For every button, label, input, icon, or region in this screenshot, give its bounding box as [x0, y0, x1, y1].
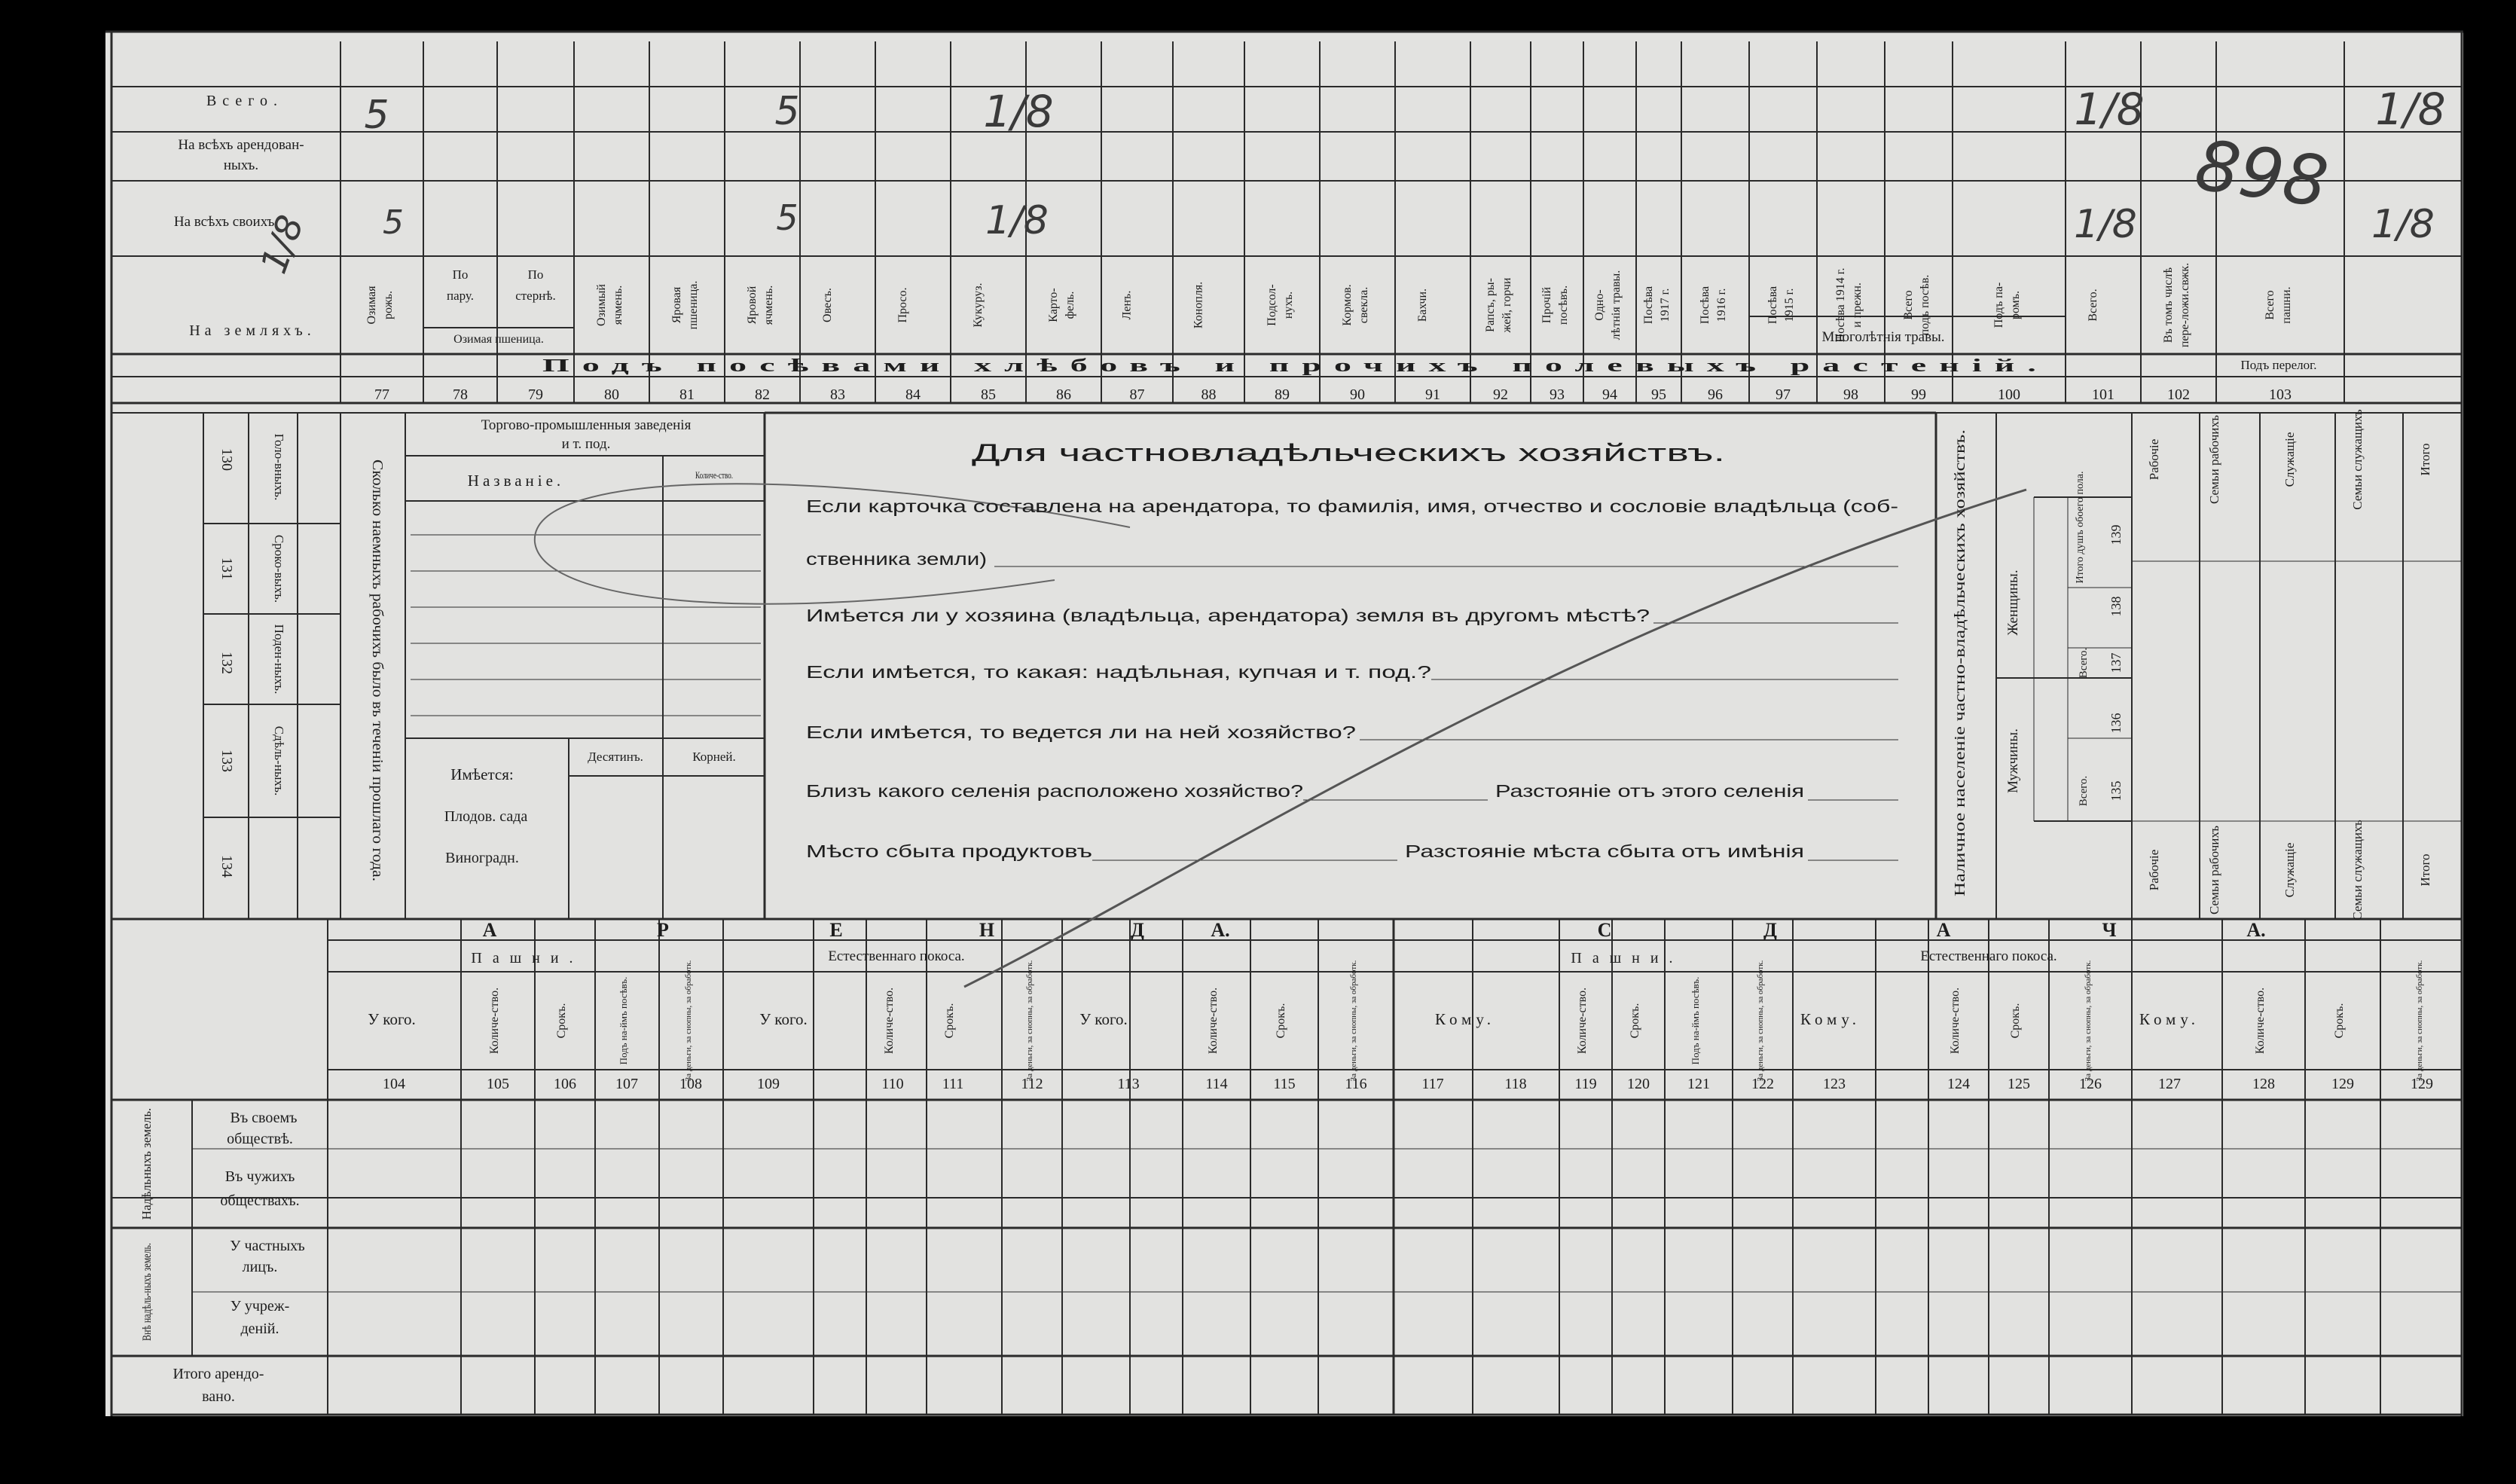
crop-col-head: Карто-	[1047, 288, 1060, 322]
private-question: Разстояніе мѣста сбыта отъ имѣнія	[1405, 841, 1804, 861]
crop-col-number: 79	[528, 386, 543, 403]
hand-vsego-82: 5	[774, 89, 800, 134]
worker-col-number: 132	[218, 652, 235, 674]
lease-col-number: 129	[2411, 1076, 2433, 1092]
hand-svoih-99: 1/8	[2074, 202, 2137, 247]
private-question: Близъ какого селенія расположено хозяйство?	[806, 781, 1303, 801]
crop-col-number: 99	[1911, 386, 1926, 403]
crop-col-head: Одно-	[1593, 289, 1606, 321]
crop-col-head: ячмень.	[612, 285, 624, 325]
crop-col-head: Конопля.	[1192, 281, 1205, 329]
pokos-label: Естественнаго покоса.	[1920, 948, 2057, 964]
crop-col-head: Яровой	[746, 286, 759, 325]
crop-col-head: Въ томъ числѣ	[2162, 267, 2175, 344]
ozimaya-pshenitsa-label: Озимая пшеница.	[453, 333, 544, 346]
svoem-label: обществѣ.	[227, 1131, 293, 1147]
lease-col-head: Подъ на-ймъ посѣвъ.	[618, 976, 629, 1065]
crop-col-head: посѣвъ.	[1557, 285, 1570, 325]
lease-col-number: 125	[2008, 1076, 2030, 1092]
worker-col-number: 131	[218, 557, 235, 580]
hand-svoih-77: 5	[383, 203, 404, 242]
korney-head: Корней.	[692, 750, 736, 764]
crop-col-number: 97	[1776, 386, 1791, 403]
workers-title: Сколько наемныхъ рабочихъ было въ теченіи прошлаго года.	[369, 460, 386, 850]
row-label-vsego: Всего.	[206, 93, 284, 109]
hand-margin: 1/8	[252, 209, 313, 279]
arenda-letter: Е	[829, 919, 843, 941]
lease-col-number: 117	[1421, 1076, 1444, 1092]
uchr-label: У учреж-	[230, 1298, 290, 1315]
mnogoletnie-label: Многолѣтнія травы.	[1821, 329, 1945, 345]
pop-vsego: Всего.	[2078, 775, 2090, 807]
crop-col-number: 87	[1129, 386, 1145, 403]
crop-col-head: фель.	[1064, 291, 1076, 319]
lease-col-head: Срокъ.	[2009, 1003, 2022, 1039]
crop-col-head: пару.	[447, 289, 474, 303]
sdacha-letter: С	[1597, 919, 1612, 941]
komu-head: Кому.	[1800, 1010, 1861, 1028]
pop-vsego: Всего.	[2078, 647, 2090, 679]
pashni-label: Пашни.	[471, 950, 584, 966]
pop-right-head: Семьи служащихъ	[2350, 409, 2365, 510]
lease-col-number: 109	[757, 1076, 780, 1092]
svoem-label: Въ своемъ	[230, 1110, 298, 1126]
hand-big-number: 898	[2190, 124, 2333, 224]
crop-col-number: 84	[905, 386, 921, 403]
lease-col-number: 107	[615, 1076, 638, 1092]
crop-col-number: 98	[1843, 386, 1858, 403]
chast-label: У частныхъ	[230, 1238, 305, 1254]
lease-col-number: 116	[1345, 1076, 1367, 1092]
crop-col-head: Озимый	[595, 284, 608, 326]
lease-col-number: 110	[881, 1076, 904, 1092]
crop-col-head: 1915 г.	[1783, 288, 1796, 322]
worker-col-number: 133	[218, 750, 235, 772]
crop-col-number: 80	[604, 386, 619, 403]
crop-col-head: По	[527, 267, 544, 282]
lease-col-head: Количе-ство.	[1207, 987, 1220, 1055]
crop-col-number: 92	[1493, 386, 1508, 403]
zhenshchiny-label: Женщины.	[2005, 569, 2021, 636]
crop-col-number: 101	[2092, 386, 2114, 403]
itogo-label: Итого арендо-	[173, 1366, 264, 1382]
private-question: Если карточка составлена на арендатора, то фамилія, имя, отчество и сословіе владѣльца (соб-	[806, 496, 1898, 516]
crop-col-number: 82	[755, 386, 770, 403]
komu-head: Кому.	[1435, 1010, 1495, 1028]
crop-col-head: подъ посѣв.	[1919, 274, 1931, 336]
lease-col-head: За деньги, за снопны, за обработк.	[1756, 960, 1765, 1082]
crop-col-head: По	[452, 267, 469, 282]
crop-col-number: 89	[1275, 386, 1290, 403]
pop-number: 139	[2108, 524, 2124, 545]
u-kogo-head: У кого.	[368, 1010, 416, 1028]
crop-col-head: Всего.	[2087, 289, 2099, 322]
lease-col-head: Срокъ.	[1275, 1003, 1287, 1039]
crop-col-head: пшеница.	[687, 280, 700, 330]
arenda-letter: Д	[1131, 919, 1144, 941]
lease-col-head: Подъ на-ймъ посѣвъ.	[1690, 976, 1701, 1065]
crop-col-head: Подсол-	[1266, 284, 1278, 326]
lease-col-number: 119	[1574, 1076, 1597, 1092]
lease-col-number: 121	[1687, 1076, 1710, 1092]
imeetsya-label: Имѣется:	[450, 765, 514, 783]
private-question: Мѣсто сбыта продуктовъ	[806, 841, 1092, 861]
crop-col-head: Посѣва	[1699, 286, 1711, 325]
row-label-arend: ныхъ.	[223, 157, 259, 173]
trade-title: Торгово-промышленныя заведенія	[481, 417, 692, 433]
crop-col-number: 81	[679, 386, 695, 403]
pop-number: 137	[2108, 652, 2124, 673]
private-question: ственника земли)	[806, 549, 987, 569]
crop-col-number: 95	[1651, 386, 1666, 403]
desyatin-head: Десятинъ.	[588, 750, 643, 764]
pop-right-head: Рабочіе	[2147, 438, 2161, 481]
hand-svoih-82: 5	[776, 197, 798, 238]
crop-col-number: 77	[374, 386, 389, 403]
lease-col-head: Срокъ.	[555, 1003, 568, 1039]
sdacha-letter: А.	[2246, 919, 2266, 941]
itogo-label: вано.	[202, 1388, 235, 1405]
crop-col-head: стернѣ.	[515, 289, 556, 303]
crop-col-head: Кукуруз.	[972, 282, 985, 328]
crop-col-head: лѣтнія травы.	[1610, 270, 1623, 340]
arenda-letter: Н	[979, 919, 995, 941]
crop-col-head: Кормов.	[1341, 284, 1354, 326]
u-kogo-head: У кого.	[759, 1010, 808, 1028]
lease-col-head: Количе-ство.	[883, 987, 896, 1055]
nadel-label: Надѣльныхъ земель.	[139, 1107, 154, 1220]
crop-col-number: 100	[1998, 386, 2020, 403]
crop-col-number: 86	[1056, 386, 1071, 403]
lease-col-head: За деньги, за снопны, за обработк.	[684, 960, 693, 1082]
crop-col-number: 102	[2167, 386, 2190, 403]
population-title: Наличное населеніе частно-владѣльческихъ хозяйствъ.	[1952, 543, 1968, 896]
private-question: Если имѣется, то ведется ли на ней хозяйство?	[806, 722, 1356, 742]
muzhchiny-label: Мужчины.	[2005, 728, 2021, 793]
worker-col-number: 130	[218, 448, 235, 471]
pop-right-foot: Служащіе	[2282, 842, 2297, 898]
hand-vsego-85: 1/8	[983, 86, 1054, 137]
vinograd-label: Виноградн.	[445, 850, 519, 866]
lease-col-head: Количе-ство.	[1949, 987, 1962, 1055]
private-title: Для частновладѣльческихъ хозяйствъ.	[972, 439, 1725, 466]
crop-col-number: 83	[830, 386, 845, 403]
pop-right-foot: Рабочіе	[2147, 849, 2161, 891]
lease-col-number: 128	[2252, 1076, 2275, 1092]
lease-col-head: За деньги, за снопны, за обработк.	[2415, 960, 2424, 1082]
crop-col-head: Прочій	[1540, 286, 1553, 324]
hand-vsego-77: 5	[364, 93, 389, 138]
crop-col-head: ячмень.	[762, 285, 775, 325]
crop-col-head: свекла.	[1357, 286, 1370, 324]
crop-col-head: Рапсъ, ры-	[1484, 278, 1497, 332]
crop-col-head: пашни.	[2280, 286, 2293, 324]
pop-number: 135	[2108, 780, 2124, 802]
crop-col-head: Ленъ.	[1120, 290, 1134, 320]
crop-col-head: 1916 г.	[1715, 288, 1728, 322]
crop-col-head: жей, горчи	[1501, 277, 1513, 333]
lease-col-head: Количе-ство.	[2254, 987, 2267, 1055]
crop-col-number: 90	[1350, 386, 1365, 403]
vne-nadel-label: Внѣ надѣль-ныхъ земель.	[141, 1210, 154, 1341]
lease-col-head: Срокъ.	[943, 1003, 956, 1039]
sdacha-letter: Ч	[2102, 919, 2117, 941]
crop-col-number: 85	[981, 386, 996, 403]
crop-col-number: 88	[1201, 386, 1217, 403]
hand-vsego-99: 1/8	[2074, 84, 2145, 135]
lease-col-number: 104	[383, 1076, 405, 1092]
lease-col-number: 123	[1823, 1076, 1846, 1092]
pop-number: 136	[2108, 713, 2124, 734]
crop-col-head: 1917 г.	[1659, 288, 1672, 322]
pop-right-foot: Семьи рабочихъ	[2207, 826, 2221, 915]
chuzh-label: обществахъ.	[220, 1192, 300, 1209]
crop-col-head: Овесъ.	[821, 288, 834, 322]
pop-right-head: Итого	[2418, 443, 2432, 476]
lease-col-number: 115	[1273, 1076, 1296, 1092]
pod-perelog-label: Подъ перелог.	[2240, 358, 2317, 372]
lease-col-number: 129	[2331, 1076, 2354, 1092]
lease-col-number: 124	[1947, 1076, 1970, 1092]
arenda-letter: А.	[1211, 919, 1230, 941]
itogo-dush: Итого душъ обоего пола.	[2075, 471, 2086, 584]
row-label-na-zemlyah: На земляхъ.	[189, 322, 316, 339]
crop-col-head: Посѣва	[1642, 286, 1655, 325]
lease-col-number: 114	[1205, 1076, 1228, 1092]
worker-type-label: Сроко-выхъ.	[272, 534, 286, 603]
crop-col-head: Всего	[1902, 290, 1915, 320]
chast-label: лицъ.	[242, 1259, 278, 1275]
lease-col-number: 127	[2158, 1076, 2181, 1092]
crop-col-head: и прежн.	[1851, 282, 1864, 328]
lease-col-number: 113	[1117, 1076, 1140, 1092]
worker-type-label: Сдѣль-ныхъ.	[272, 725, 286, 796]
lease-col-head: За деньги, за снопны, за обработк.	[1349, 960, 1358, 1082]
pop-number: 138	[2108, 596, 2124, 617]
lease-col-head: Количе-ство.	[488, 987, 501, 1055]
crop-col-head: нухъ.	[1282, 291, 1295, 319]
arenda-letter: Р	[657, 919, 669, 941]
lease-col-head: За деньги, за снопны, за обработк.	[2084, 960, 2093, 1082]
lease-col-number: 126	[2079, 1076, 2102, 1092]
crop-col-head: Озимая	[365, 286, 378, 325]
sad-label: Плодов. сада	[444, 808, 528, 825]
private-question: Разстояніе отъ этого селенія	[1495, 781, 1804, 801]
crop-col-head: Посѣва 1914 г.	[1834, 267, 1847, 343]
u-kogo-head: У кого.	[1079, 1010, 1128, 1028]
crop-col-head: Посѣва	[1766, 286, 1779, 325]
crop-col-head: Бахчи.	[1416, 288, 1429, 322]
lease-col-number: 106	[554, 1076, 576, 1092]
crop-col-head: Подъ па-	[1992, 282, 2005, 328]
lease-col-number: 118	[1504, 1076, 1527, 1092]
arenda-letter: А	[482, 919, 497, 941]
crop-col-head: ромъ.	[2009, 290, 2022, 320]
crop-col-number: 94	[1602, 386, 1617, 403]
pop-right-foot: Семьи служащихъ	[2350, 820, 2365, 921]
lease-col-number: 120	[1627, 1076, 1650, 1092]
row-label-arend: На всѣхъ арендован-	[178, 137, 304, 153]
lease-col-number: 122	[1751, 1076, 1774, 1092]
crop-col-number: 103	[2269, 386, 2292, 403]
pop-right-head: Семьи рабочихъ	[2207, 415, 2221, 504]
crops-banner: Подъ посѣвами хлѣбовъ и прочихъ полевыхъ растеній.	[542, 356, 2049, 376]
private-question: Имѣется ли у хозяина (владѣльца, арендатора) земля въ другомъ мѣстѣ?	[806, 606, 1650, 625]
sdacha-letter: Д	[1763, 919, 1777, 941]
hand-svoih-103: 1/8	[2371, 202, 2435, 247]
chuzh-label: Въ чужихъ	[224, 1168, 295, 1185]
worker-col-number: 134	[218, 855, 235, 878]
trade-title: и т. под.	[561, 436, 611, 452]
crop-col-number: 93	[1550, 386, 1565, 403]
komu-head: Кому.	[2139, 1010, 2200, 1028]
private-question: Если имѣется, то какая: надѣльная, купчая и т. под.?	[806, 662, 1431, 682]
worker-type-label: Голо-вныхъ.	[272, 433, 286, 501]
lease-col-number: 108	[679, 1076, 702, 1092]
crop-col-number: 78	[453, 386, 468, 403]
lease-col-head: Срокъ.	[1629, 1003, 1641, 1039]
pop-right-head: Служащіе	[2282, 432, 2297, 487]
row-label-svoih: На всѣхъ своихъ.	[173, 214, 279, 230]
lease-col-number: 112	[1021, 1076, 1043, 1092]
trade-qty-head: Количе-ство.	[695, 469, 733, 481]
lease-col-number: 105	[487, 1076, 509, 1092]
crop-col-number: 96	[1708, 386, 1723, 403]
crop-col-head: пере-ложи.свжк.	[2179, 262, 2191, 348]
crop-col-head: рожь.	[382, 291, 395, 319]
crop-col-head: Всего	[2264, 290, 2276, 320]
trade-name-head: Названіе.	[467, 472, 565, 490]
crop-col-number: 91	[1425, 386, 1440, 403]
hand-vsego-103: 1/8	[2375, 84, 2446, 135]
lease-col-head: За деньги, за снопны, за обработк.	[1025, 960, 1034, 1082]
crop-col-head: Просо.	[896, 287, 909, 323]
lease-col-head: Срокъ.	[2333, 1003, 2346, 1039]
sdacha-letter: А	[1936, 919, 1951, 941]
pashni-label: Пашни.	[1571, 950, 1684, 966]
lease-col-head: Количе-ство.	[1576, 987, 1589, 1055]
pokos-label: Естественнаго покоса.	[828, 948, 965, 964]
hand-svoih-85: 1/8	[985, 198, 1049, 243]
pop-right-foot: Итого	[2418, 853, 2432, 887]
uchr-label: деній.	[240, 1321, 279, 1337]
worker-type-label: Поден-ныхъ.	[272, 624, 286, 695]
lease-col-number: 111	[942, 1076, 964, 1092]
crop-col-head: Яровая	[670, 286, 683, 324]
